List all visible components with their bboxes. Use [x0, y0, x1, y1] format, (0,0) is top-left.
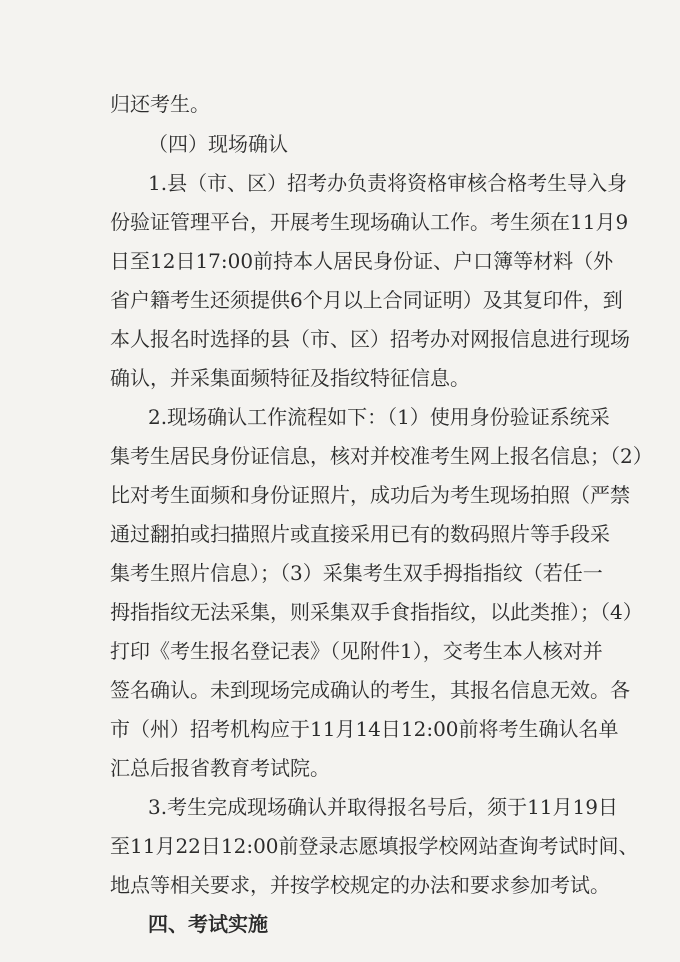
paragraph-line: 拇指指纹无法采集，则采集双手食指指纹，以此类推）；（4） — [110, 600, 643, 624]
paragraph-line: 汇总后报省教育考试院。 — [110, 756, 330, 780]
paragraph-line: 集考生居民身份证信息，核对并校准考生网上报名信息；（2） — [110, 444, 653, 468]
paragraph-line: 确认，并采集面频特征及指纹特征信息。 — [110, 366, 470, 390]
paragraph-line: 地点等相关要求，并按学校规定的办法和要求参加考试。 — [110, 873, 610, 897]
paragraph-line: 比对考生面频和身份证照片，成功后为考生现场拍照（严禁 — [110, 483, 630, 507]
paragraph-line: 3.考生完成现场确认并取得报名号后，须于11月19日 — [148, 795, 618, 819]
paragraph-line: 市（州）招考机构应于11月14日12:00前将考生确认名单 — [110, 717, 619, 741]
paragraph-line: 日至12日17:00前持本人居民身份证、户口簿等材料（外 — [110, 249, 614, 273]
paragraph-line: 签名确认。未到现场完成确认的考生，其报名信息无效。各 — [110, 678, 630, 702]
paragraph-line: 集考生照片信息）；（3）采集考生双手拇指指纹（若任一 — [110, 561, 603, 585]
paragraph-line: 份验证管理平台，开展考生现场确认工作。考生须在11月9 — [110, 210, 629, 234]
paragraph-line: 1.县（市、区）招考办负责将资格审核合格考生导入身 — [148, 171, 628, 195]
paragraph-line: 通过翻拍或扫描照片或直接采用已有的数码照片等手段采 — [110, 522, 610, 546]
section-heading-exam-implementation: 四、考试实施 — [148, 912, 268, 936]
section-heading-site-confirmation: （四）现场确认 — [148, 132, 288, 156]
paragraph-line: 打印《考生报名登记表》（见附件1），交考生本人核对并 — [110, 639, 603, 663]
paragraph-line: 归还考生。 — [110, 92, 210, 116]
paragraph-line: 省户籍考生还须提供6个月以上合同证明）及其复印件，到 — [110, 288, 623, 312]
paragraph-line: 2.现场确认工作流程如下：（1）使用身份验证系统采 — [148, 405, 610, 429]
paragraph-line: 本人报名时选择的县（市、区）招考办对网报信息进行现场 — [110, 327, 630, 351]
paragraph-line: 至11月22日12:00前登录志愿填报学校网站查询考试时间、 — [110, 834, 639, 858]
